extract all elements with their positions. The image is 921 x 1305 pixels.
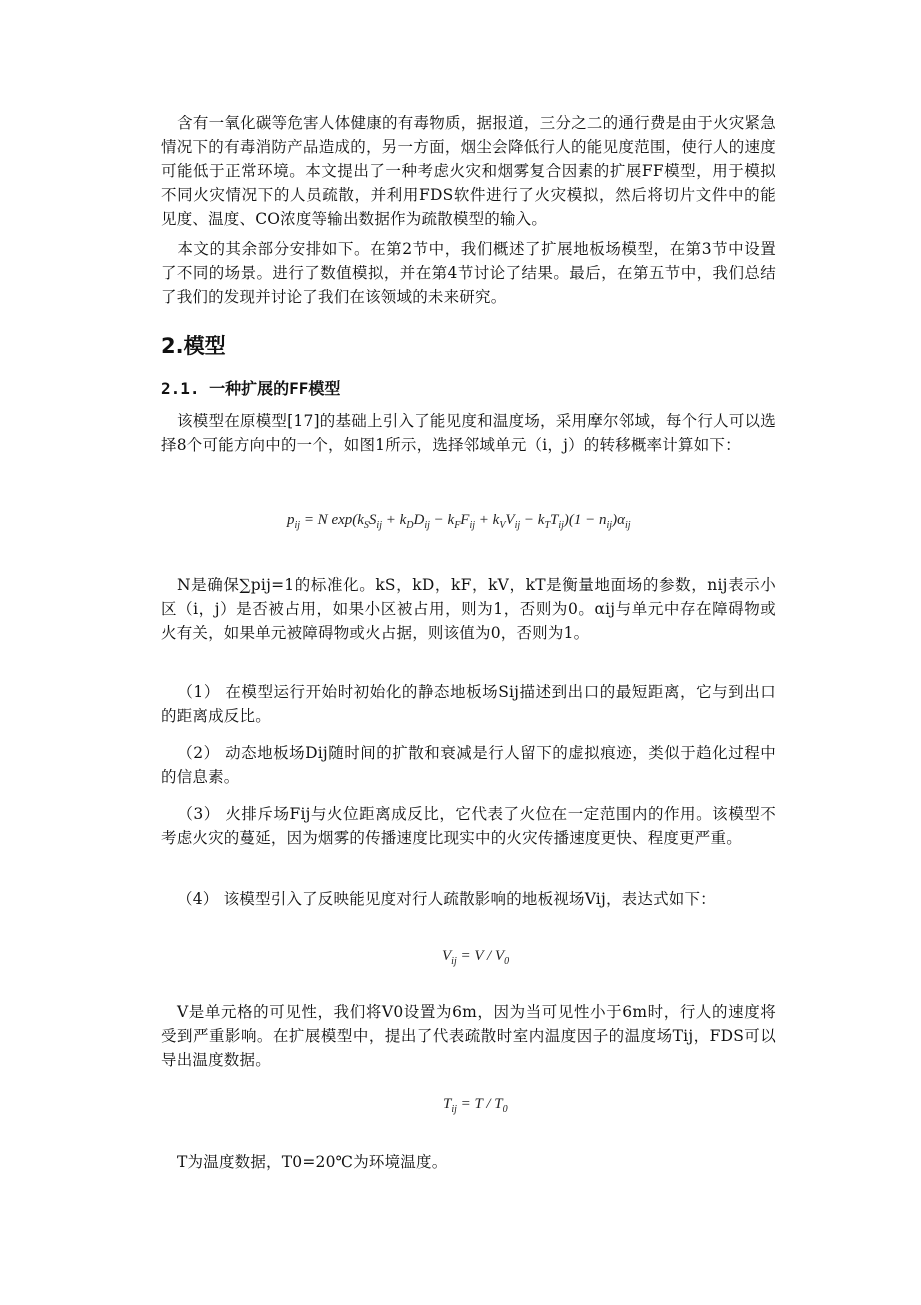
list-item-fire-field: （3） 火排斥场Fij与火位距离成反比，它代表了火位在一定范围内的作用。该模型不考虑火灾的蔓延，因为烟雾的传播速度比现实中的火灾传播速度更快、程度更严重。	[161, 805, 776, 847]
temperature-equation: $T_{ij} = T / T_0$	[443, 1096, 508, 1115]
paragraph-parameters: N是确保∑pij=1的标准化。kS，kD，kF，kV，kT是衡量地面场的参数，nij表示小区（i，j）是否被占用，如果小区被占用，则为1，否则为0。αij与单元中存在障碍物或火有关，如果单元被障碍物或火占据，则该值为0，否则为1。	[161, 576, 776, 642]
paragraph-intro: 含有一氧化碳等危害人体健康的有毒物质，据报道，三分之二的通行费是由于火灾紧急情况下的有毒消防产品造成的，另一方面，烟尘会降低行人的能见度范围，使行人的速度可能低于正常环境。本文提出了一种考虑火灾和烟雾复合因素的扩展FF模型，用于模拟不同火灾情况下的人员疏散，并利用FDS软件进行了火灾模拟，然后将切片文件中的能见度、温度、CO浓度等输出数据作为疏散模型的输入。	[161, 114, 776, 228]
list-item-static-field: （1） 在模型运行开始时初始化的静态地板场Sij描述到出口的最短距离，它与到出口的距离成反比。	[161, 683, 776, 725]
paragraph-visibility: V是单元格的可见性，我们将V0设置为6m，因为当可见性小于6m时，行人的速度将受到严重影响。在扩展模型中，提出了代表疏散时室内温度因子的温度场Tij，FDS可以导出温度数据。	[161, 1003, 776, 1069]
visibility-equation: $V_{ij} = V / V_0$	[442, 948, 510, 967]
list-item-dynamic-field: （2） 动态地板场Dij随时间的扩散和衰减是行人留下的虚拟痕迹，类似于趋化过程中的信息素。	[161, 744, 776, 786]
paragraph-model-intro: 该模型在原模型[17]的基础上引入了能见度和温度场，采用摩尔邻域，每个行人可以选择8个可能方向中的一个，如图1所示，选择邻域单元（i，j）的转移概率计算如下：	[161, 412, 776, 454]
paragraph-outline: 本文的其余部分安排如下。在第2节中，我们概述了扩展地板场模型，在第3节中设置了不同的场景。进行了数值模拟，并在第4节讨论了结果。最后，在第五节中，我们总结了我们的发现并讨论了我们在该领域的未来研究。	[161, 240, 776, 306]
list-item-visibility-field: （4） 该模型引入了反映能见度对行人疏散影响的地板视场Vij，表达式如下：	[177, 890, 716, 908]
paragraph-temperature: T为温度数据，T0=20℃为环境温度。	[177, 1153, 448, 1171]
section-heading: 2.模型	[161, 334, 226, 358]
subsection-heading: 2.1. 一种扩展的FF模型	[161, 379, 341, 398]
transition-probability-equation: $p_{ij} = N$ $\exp(k_SS_{ij} + k_DD_{ij} - k_FF_{ij} + k_VV_{ij} - k_TT_{ij})(1 - n_{ij})\alpha_{ij}$	[287, 512, 631, 531]
